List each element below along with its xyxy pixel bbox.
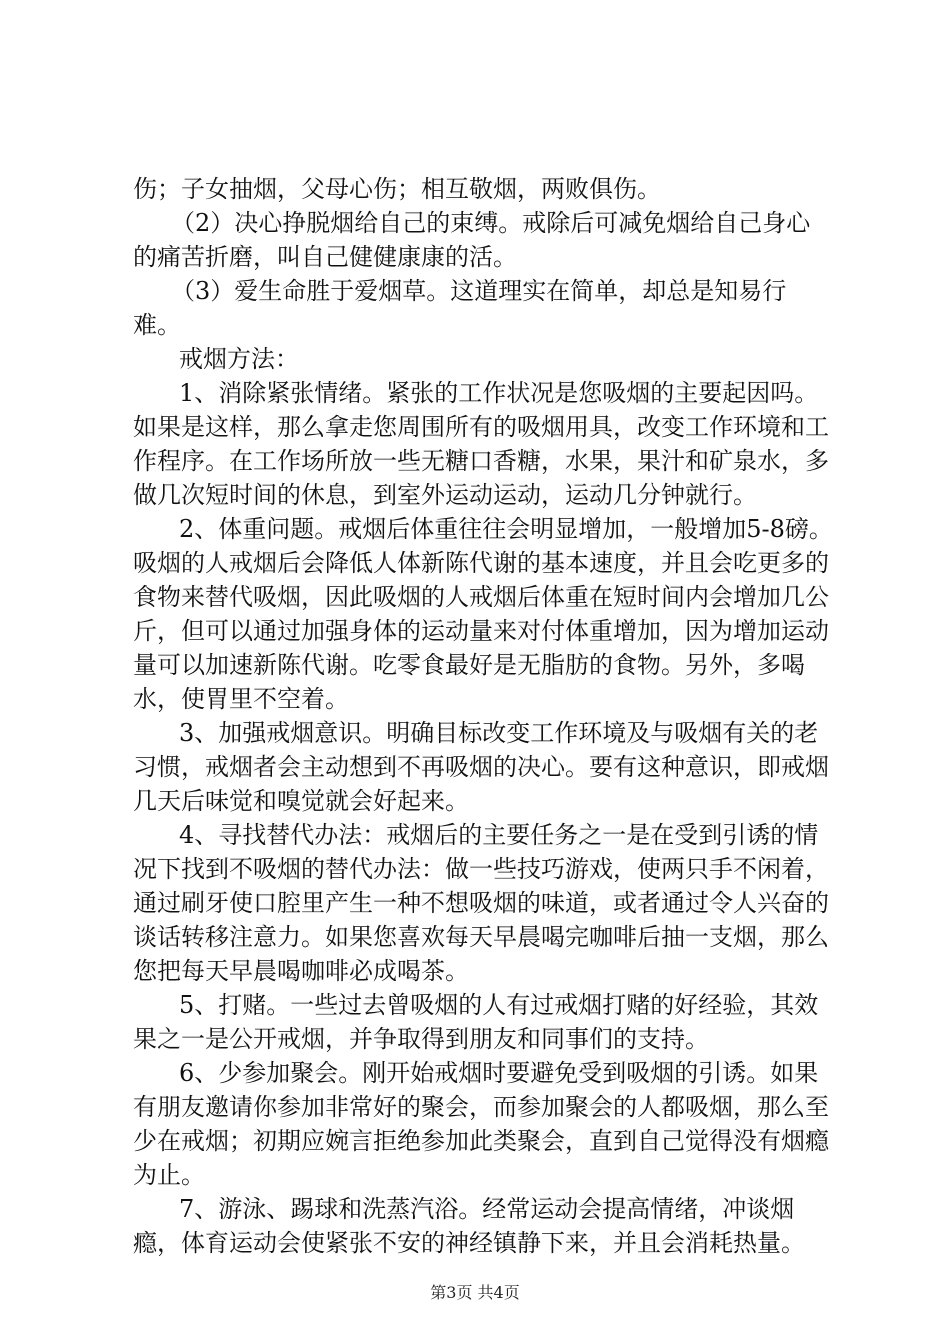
paragraph-method-3: 3、加强戒烟意识。明确目标改变工作环境及与吸烟有关的老习惯，戒烟者会主动想到不再吸烟的决心。要有这种意识，即戒烟几天后味觉和嗅觉就会好起来。: [133, 719, 829, 815]
paragraph-continuation: 伤；子女抽烟，父母心伤；相互敬烟，两败俱伤。: [133, 175, 661, 203]
section-heading-methods: 戒烟方法：: [179, 345, 299, 373]
paragraph-method-1: 1、消除紧张情绪。紧张的工作状况是您吸烟的主要起因吗。如果是这样，那么拿走您周围所有的吸烟用具，改变工作环境和工作程序。在工作场所放一些无糖口香糖，水果，果汁和矿泉水，多做几次短时间的休息，到室外运动运动，运动几分钟就行。: [133, 379, 829, 509]
paragraph-method-2: 2、体重问题。戒烟后体重往往会明显增加，一般增加5-8磅。吸烟的人戒烟后会降低人体新陈代谢的基本速度，并且会吃更多的食物来替代吸烟，因此吸烟的人戒烟后体重在短时间内会增加几公斤，但可以通过加强身体的运动量来对付体重增加，因为增加运动量可以加速新陈代谢。吃零食最好是无脂肪的食物。另外，多喝水，使胃里不空着。: [133, 515, 833, 713]
paragraph-method-7: 7、游泳、踢球和洗蒸汽浴。经常运动会提高情绪，冲谈烟瘾，体育运动会使紧张不安的神经镇静下来，并且会消耗热量。: [133, 1195, 805, 1257]
paragraph-point-3: （3）爱生命胜于爱烟草。这道理实在简单，却总是知易行难。: [133, 277, 787, 339]
paragraph-method-5: 5、打赌。一些过去曾吸烟的人有过戒烟打赌的好经验，其效果之一是公开戒烟，并争取得到朋友和同事们的支持。: [133, 991, 819, 1053]
document-body: [133, 172, 833, 1260]
paragraph-point-2: （2）决心挣脱烟给自己的束缚。戒除后可减免烟给自己身心的痛苦折磨，叫自己健健康康的活。: [133, 209, 811, 271]
page-footer: 第3页 共4页: [430, 1283, 520, 1302]
paragraph-method-6: 6、少参加聚会。刚开始戒烟时要避免受到吸烟的引诱。如果有朋友邀请你参加非常好的聚会，而参加聚会的人都吸烟，那么至少在戒烟；初期应婉言拒绝参加此类聚会，直到自己觉得没有烟瘾为止。: [133, 1059, 829, 1189]
paragraph-method-4: 4、寻找替代办法：戒烟后的主要任务之一是在受到引诱的情况下找到不吸烟的替代办法：做一些技巧游戏，使两只手不闲着，通过刷牙使口腔里产生一种不想吸烟的味道，或者通过令人兴奋的谈话转移注意力。如果您喜欢每天早晨喝完咖啡后抽一支烟，那么您把每天早晨喝咖啡必成喝茶。: [133, 821, 829, 985]
